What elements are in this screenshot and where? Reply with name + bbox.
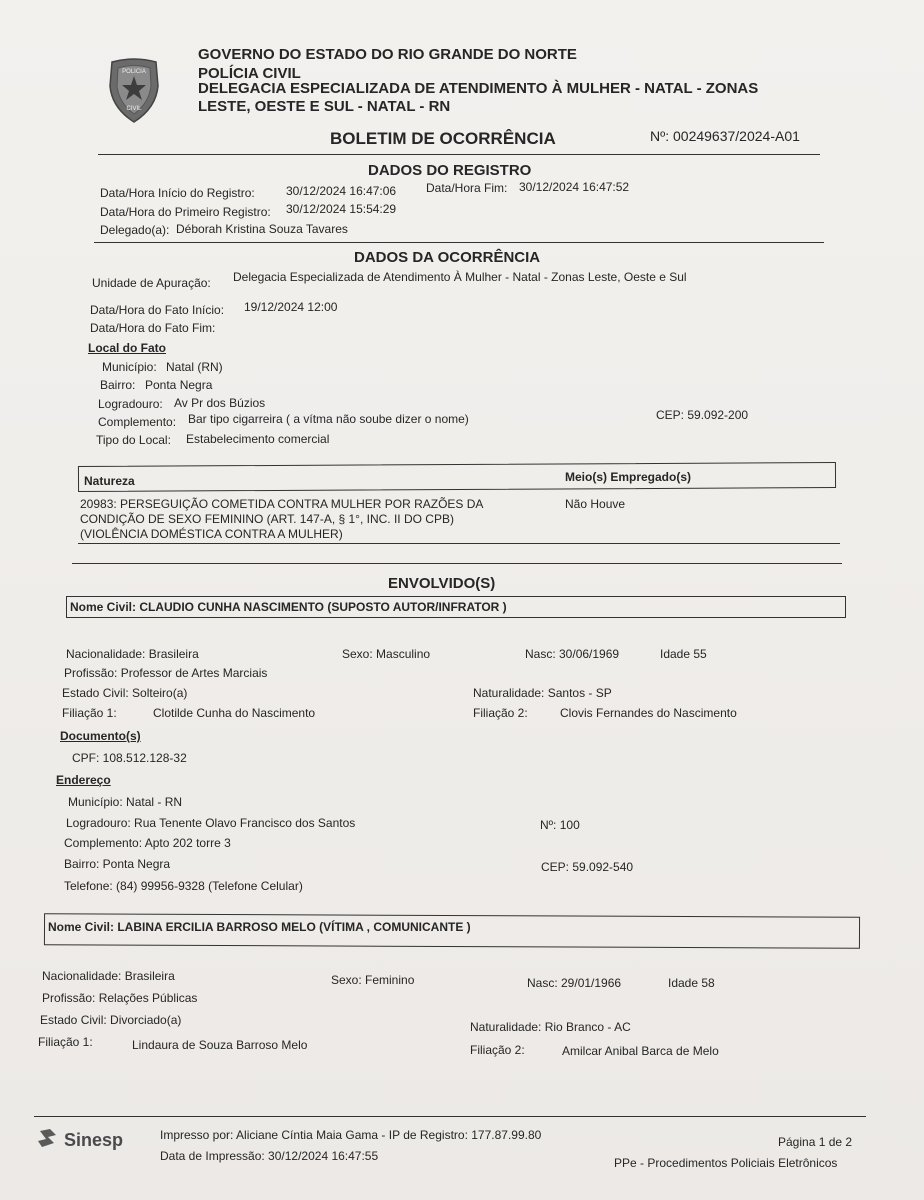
person1-nome: Nome Civil: CLAUDIO CUNHA NASCIMENTO (SUPOSTO AUTOR/INFRATOR )	[70, 600, 507, 614]
person2-estado-civil: Estado Civil: Divorciado(a)	[40, 1013, 182, 1027]
person1-filiacao2-label: Filiação 2:	[473, 706, 528, 720]
person1-filiacao2-value: Clovis Fernandes do Nascimento	[560, 706, 737, 720]
natureza-line2: CONDIÇÃO DE SEXO FEMININO (ART. 147-A, § 1°, INC. II DO CPB)	[80, 512, 454, 526]
footer-pagina: Página 1 de 2	[778, 1135, 853, 1149]
police-badge-icon	[104, 56, 164, 124]
meios-head: Meio(s) Empregado(s)	[565, 470, 692, 484]
person2-filiacao1-value: Lindaura de Souza Barroso Melo	[132, 1038, 308, 1052]
person1-endereco-title: Endereço	[56, 773, 111, 787]
divider	[72, 563, 842, 564]
divider	[78, 543, 840, 544]
person2-nasc: Nasc: 29/01/1966	[527, 976, 622, 990]
natureza-line1: 20983: PERSEGUIÇÃO COMETIDA CONTRA MULHER POR RAZÕES DA	[80, 497, 484, 511]
person2-profissao: Profissão: Relações Públicas	[42, 991, 198, 1005]
person1-bairro: Bairro: Ponta Negra	[64, 857, 171, 871]
divider	[98, 154, 820, 155]
registro-inicio-label: Data/Hora Início do Registro:	[100, 186, 255, 200]
person1-numero: Nº: 100	[540, 818, 580, 832]
document-title: BOLETIM DE OCORRÊNCIA	[330, 129, 556, 148]
person2-nome: Nome Civil: LABINA ERCILIA BARROSO MELO (VÍTIMA , COMUNICANTE )	[48, 920, 471, 934]
person1-estado-civil: Estado Civil: Solteiro(a)	[62, 686, 188, 700]
local-complemento-value: Bar tipo cigarreira ( a vítma não soube dizer o nome)	[188, 412, 469, 426]
sinesp-icon	[36, 1127, 60, 1154]
local-municipio-label: Município:	[102, 360, 157, 374]
header-police: POLÍCIA CIVIL	[198, 65, 301, 82]
person1-nasc: Nasc: 30/06/1969	[525, 647, 620, 661]
footer-data-impressao: Data de Impressão: 30/12/2024 16:47:55	[160, 1149, 379, 1163]
person1-filiacao1-label: Filiação 1:	[62, 706, 117, 720]
registro-delegado-label: Delegado(a):	[100, 223, 170, 237]
person1-filiacao1-value: Clotilde Cunha do Nascimento	[153, 706, 316, 720]
fato-fim-label: Data/Hora do Fato Fim:	[90, 321, 216, 335]
badge-text-top: POLICIA	[122, 69, 146, 75]
sinesp-logo-text: Sinesp	[64, 1130, 124, 1150]
person1-cep: CEP: 59.092-540	[541, 860, 634, 874]
local-bairro-value: Ponta Negra	[145, 378, 213, 392]
section-title-registro: DADOS DO REGISTRO	[368, 162, 532, 179]
local-tipo-value: Estabelecimento comercial	[186, 432, 330, 446]
registro-inicio-value: 30/12/2024 16:47:06	[286, 184, 397, 198]
header-department-line1: DELEGACIA ESPECIALIZADA DE ATENDIMENTO À MULHER - NATAL - ZONAS	[198, 80, 759, 97]
person1-complemento: Complemento: Apto 202 torre 3	[64, 836, 231, 850]
header-department-line2: LESTE, OESTE E SUL - NATAL - RN	[198, 98, 451, 115]
person1-cpf: CPF: 108.512.128-32	[72, 751, 187, 765]
registro-primeiro-value: 30/12/2024 15:54:29	[286, 202, 397, 216]
meios-value: Não Houve	[565, 497, 626, 511]
person1-profissao: Profissão: Professor de Artes Marciais	[64, 666, 268, 680]
person2-naturalidade: Naturalidade: Rio Branco - AC	[470, 1020, 631, 1034]
local-bairro-label: Bairro:	[100, 378, 136, 392]
person2-idade: Idade 58	[668, 976, 715, 990]
person1-municipio: Município: Natal - RN	[68, 795, 183, 809]
unidade-value: Delegacia Especializada de Atendimento À Mulher - Natal - Zonas Leste, Oeste e Sul	[233, 270, 687, 284]
natureza-header-box	[78, 462, 836, 492]
fato-inicio-label: Data/Hora do Fato Início:	[90, 303, 225, 317]
person1-nacionalidade: Nacionalidade: Brasileira	[66, 647, 199, 661]
fato-inicio-value: 19/12/2024 12:00	[244, 300, 338, 314]
registro-delegado-value: Déborah Kristina Souza Tavares	[176, 222, 348, 236]
local-municipio-value: Natal (RN)	[166, 360, 223, 374]
section-title-ocorrencia: DADOS DA OCORRÊNCIA	[354, 249, 541, 266]
person1-logradouro: Logradouro: Rua Tenente Olavo Francisco dos Santos	[66, 816, 356, 830]
registro-primeiro-label: Data/Hora do Primeiro Registro:	[100, 205, 271, 219]
person2-sexo: Sexo: Feminino	[331, 973, 415, 987]
local-tipo-label: Tipo do Local:	[96, 433, 171, 447]
person1-naturalidade: Naturalidade: Santos - SP	[473, 686, 612, 700]
person2-nacionalidade: Nacionalidade: Brasileira	[42, 969, 175, 983]
divider	[94, 242, 824, 243]
local-logradouro-value: Av Pr dos Búzios	[174, 396, 266, 410]
person1-documentos-title: Documento(s)	[60, 729, 141, 743]
person1-telefone: Telefone: (84) 99956-9328 (Telefone Celular)	[64, 879, 303, 893]
badge-text-bottom: CIVIL	[126, 106, 142, 112]
natureza-line3: (VIOLÊNCIA DOMÉSTICA CONTRA A MULHER)	[80, 527, 343, 541]
person1-sexo: Sexo: Masculino	[342, 647, 431, 661]
local-fato-title: Local do Fato	[88, 341, 166, 355]
sinesp-logo	[36, 1127, 123, 1154]
registro-fim-value: 30/12/2024 16:47:52	[519, 180, 630, 194]
person1-idade: Idade 55	[660, 647, 707, 661]
unidade-label: Unidade de Apuração:	[92, 276, 211, 290]
footer-divider	[34, 1116, 866, 1117]
local-logradouro-label: Logradouro:	[98, 397, 163, 411]
person2-filiacao2-label: Filiação 2:	[470, 1043, 525, 1057]
person2-filiacao1-label: Filiação 1:	[38, 1035, 93, 1049]
registro-fim-label: Data/Hora Fim:	[426, 181, 508, 195]
footer-impresso: Impresso por: Aliciane Cíntia Maia Gama - IP de Registro: 177.87.99.80	[160, 1128, 542, 1142]
local-complemento-label: Complemento:	[98, 415, 177, 429]
header-government: GOVERNO DO ESTADO DO RIO GRANDE DO NORTE	[198, 46, 577, 63]
local-cep: CEP: 59.092-200	[656, 408, 749, 422]
footer-ppe: PPe - Procedimentos Policiais Eletrônicos	[614, 1156, 838, 1170]
document-number: Nº: 00249637/2024-A01	[650, 128, 800, 144]
section-title-envolvidos: ENVOLVIDO(S)	[388, 575, 496, 592]
natureza-head: Natureza	[84, 474, 135, 488]
person2-filiacao2-value: Amilcar Anibal Barca de Melo	[562, 1044, 719, 1058]
